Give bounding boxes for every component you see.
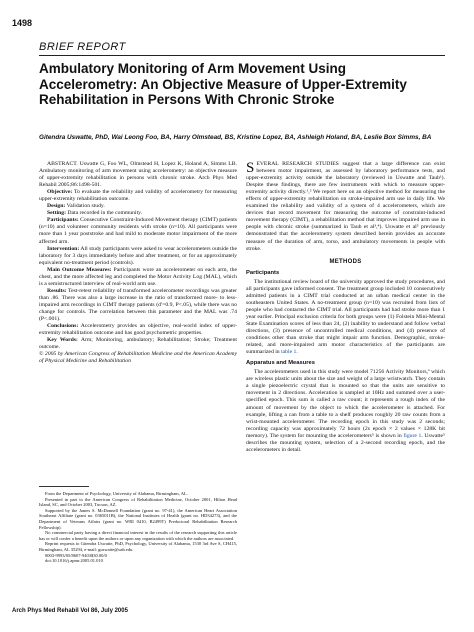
abstract-intervention <box>39 246 237 267</box>
drop-cap: S <box>246 160 255 176</box>
footnote-disclosure: No commercial party having a direct financial interest in the results of the research supporting this article has or will confer a benefit upon the authors or upon any organization with which the authors are associated. <box>39 530 237 541</box>
abstract-objective <box>39 189 237 203</box>
intro-lead: EVERAL RESEARCH STUDIES <box>256 161 339 167</box>
abstract-column <box>39 161 237 365</box>
article-title: Ambulatory Monitoring of Arm Movement Using Accelerometry: An Objective Measure of Upper-Extremity Rehabilitation in Persons With Chronic Stroke <box>39 61 407 107</box>
outcome-text: Participants wore an accelerometer on each arm, the chest, and the more affected leg and completed the Motor Activity Log (MAL), which is a semistructured interview of real-world arm use. <box>39 266 238 287</box>
participants-label: Participants: <box>47 217 79 224</box>
abstract-outcome <box>39 267 237 288</box>
intervention-text: All study participants were asked to wear accelerometers outside the laboratory for 3 days immediately before and after treatment, or for an approximately equivalent no-treatment period (controls). <box>39 245 237 266</box>
journal-footer: Arch Phys Med Rehabil Vol 86, July 2005 <box>12 608 128 614</box>
setting-text: Data recorded in the community. <box>67 210 143 217</box>
abstract-design <box>39 203 237 210</box>
setting-label: Setting: <box>47 210 66 217</box>
footnote-affiliation: From the Department of Psychology, University of Alabama, Birmingham, AL. <box>45 491 188 496</box>
participants-heading: Participants <box>246 269 280 276</box>
footnote-issn: 0003-9993/05/8607-9403$30.00/0 <box>45 552 107 558</box>
author-list: Gitendra Uswatte, PhD, Wai Leong Foo, BA, Harry Olmstead, BS, Kristine Lopez, BA, Ashleigh Holand, BA, Leslie Box Simms, BA <box>39 134 432 141</box>
abstract-citation: ABSTRACT. Uswatte G, Foo WL, Olmstead H, Lopez K, Holand A, Simms LB. Ambulatory monitoring of arm movement using accelerometry: an objective measure of upper-extremity rehabilitation in persons with chronic stroke. Arch Phys Med Rehabil 2005;86:1498-501. <box>39 161 237 189</box>
abstract-results <box>39 288 237 323</box>
design-text: Validation study. <box>66 203 105 210</box>
apparatus-heading: Apparatus and Measures <box>246 360 315 367</box>
apparatus-body: The accelerometers used in this study were model 71256 Activity Monitors,ª which are wireless plastic units about the size and weight of a large wristwatch. They contain a single piezoelectric crystal that is mounted so that the units are sensitive to movement in 2 directions. Acceleration is sampled at 10Hz and summed over a user-specified epoch. This sum is called a raw count; it represents a rough index of the amount of movement by the object to which the accelerometer is attached. For example, lifting a can from a table to a shelf produces roughly 20 raw counts from a wrist-mounted accelerometer. The recording epoch in this study was 2 seconds; recording capacity was approximately 72 hours (2s epoch × 2 values × 128K bit memory). The system for mounting the accelerometers⁵ is shown in <box>246 369 445 439</box>
header-rule <box>39 55 445 56</box>
apparatus-tail: . Uswatte⁵ describes the mounting system, selection of a 2-second recording epoch, and the accelerometers in detail. <box>246 432 446 453</box>
keywords-text: Arm; Monitoring, ambulatory; Rehabilitation; Stroke; Treatment outcome. <box>39 337 238 351</box>
footnote-funding: Supported by the James S. McDonnell Foundation (grant no. 97-41), the American Heart Association Southeast Affiliate (grant no. 0365011B), the National Institutes of Health (grant no. HD34273), and the Department of Veterans Affairs (grant no. WRI 0410, B2499T) Predoctoral Rehabilitation Research Fellowship). <box>39 507 237 530</box>
participants-body: The institutional review board of the university approved the study procedures, and all participants gave informed consent. The treatment group included 10 consecutively admitted patients in a CIMT trial conducted at an urban medical center in the southeastern United States. A no-treatment group (n=10) was recruited from lists of people who had contacted the CIMT trial. All participants had had stroke more than 1 year earlier. Principal exclusion criteria for both groups were (1) Folstein Mini-Mental State Examination scores of less than 24, (2) inability to understand and follow verbal directions, (3) presence of uncontrolled medical conditions, and (4) presence of conditions other than stroke that might impair arm function. Demographic, stroke-related, and more-impaired arm motor characteristics of the participants are summarized in <box>246 278 445 356</box>
participants-paragraph: The institutional review board of the university approved the study procedures, and all participants gave informed consent. The treatment group included 10 consecutively admitted patients in a CIMT trial conducted at an urban medical center in the southeastern United States. A no-treatment group (n=10) was recruited from lists of people who had contacted the CIMT trial. All participants had had stroke more than 1 year earlier. Principal exclusion criteria for both groups were (1) Folstein Mini-Mental State Examination scores of less than 24, (2) inability to understand and follow verbal directions, (3) presence of uncontrolled medical conditions, and (4) presence of conditions other than stroke that might impair arm function. Demographic, stroke-related, and more-impaired arm motor characteristics of the participants are summarized in table 1. <box>246 278 445 356</box>
apparatus-paragraph <box>246 369 445 454</box>
footnote-reprints: Reprint requests to Gitendra Uswatte, PhD, Psychology, University of Alabama, 1530 3rd Ave S, CH415, Birmingham, AL 35294, e-mail: guswatte@uab.edu. <box>39 541 237 552</box>
footnote-doi: doi:10.1016/j.apmr.2005.01.010 <box>45 558 103 564</box>
body-column <box>246 161 445 454</box>
participants-text: Consecutive Constraint-Induced Movement therapy (CIMT) patients (n=10) and volunteer community residents with stroke (n=10). All participants were more than 1 year poststroke and had mild to moderate motor impairment of the more affected arm. <box>39 217 237 245</box>
intro-paragraph <box>246 161 445 253</box>
copyright-notice: © 2005 by American Congress of Rehabilitation Medicine and the American Academy of Physical Medicine and Rehabilitation <box>39 351 237 365</box>
methods-heading: METHODS <box>329 258 362 265</box>
objective-label: Objective: <box>47 189 73 196</box>
abstract-participants <box>39 217 237 245</box>
page-number: 1498 <box>12 18 33 28</box>
conclusions-text: Accelerometry provides an objective, real-world index of upper-extremity rehabilitation outcome and has good psychometric properties. <box>39 323 237 337</box>
outcome-label: Main Outcome Measures: <box>47 266 112 273</box>
section-label: BRIEF REPORT <box>39 41 126 53</box>
footnote-rule <box>39 486 89 487</box>
keywords-label: Key Words: <box>47 337 78 344</box>
results-text: Test-retest reliability of transformed accelerometer recordings was greater than .86. There was also a large increase in the ratio of transformed more- to less-impaired arm recordings in CIMT therapy patients (d′=0.9, P<.05), while there was no change for controls. The correlation between this parameter and the MAL was .74 (P<.001). <box>39 287 237 323</box>
figure-1-link[interactable]: figure 1 <box>403 432 422 439</box>
table-1-link[interactable]: table 1 <box>281 349 297 356</box>
design-label: Design: <box>47 203 66 210</box>
objective-text: To evaluate the reliability and validity of accelerometry for measuring upper-extremity rehabilitation outcome. <box>39 189 237 203</box>
intro-text: suggest that a large difference can exist between motor impairment, as assessed by laboratory performance tests, and upper-extremity activity outside the laboratory (reviewed in Uswatte and Taub¹). Despite these findings, there are few instruments with which to measure upper-extremity activity directly.¹,² We report here on an objective method for measuring the effects of upper-extremity rehabilitation on stroke-impaired arm use in daily life. We examined the reliability and validity of a system of 4 accelerometers, which are devices that record movement for measuring the outcome of constraint-induced movement therapy (CIMT), a rehabilitation method that improves impaired arm use in people with chronic stroke (summarized in Taub et al³,⁴). Uswatte et al⁵ previously demonstrated that the accelerometry system described herein provides an accurate measure of the duration of arm, torso, and ambulatory movements in people with stroke. <box>246 161 446 252</box>
footnotes <box>39 491 237 564</box>
abstract-conclusions <box>39 323 237 337</box>
abstract-keywords <box>39 337 237 351</box>
intervention-label: Intervention: <box>47 245 80 252</box>
footnote-presented: Presented in part to the American Congress of Rehabilitation Medicine, October 2001, Hilton Head Island, SC, and October 2003, Tucson, AZ. <box>39 496 237 508</box>
conclusions-label: Conclusions: <box>47 323 79 330</box>
results-label: Results: <box>47 287 67 294</box>
